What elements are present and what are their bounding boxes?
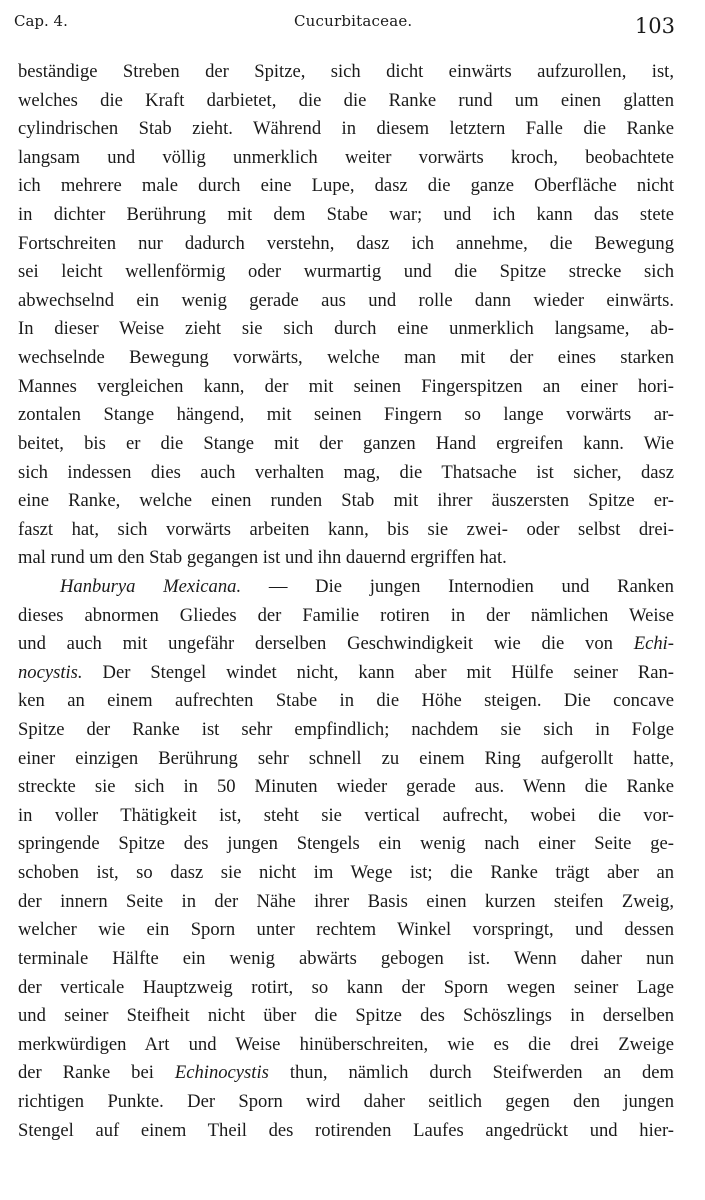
- text-line: merkwürdigen Art und Weise hinüberschreiten, wie es die drei Zweige: [18, 1033, 674, 1055]
- text-line: und auch mit ungefähr derselben Geschwindigkeit wie die von Echi-: [18, 633, 674, 655]
- text-line: schoben ist, so dasz sie nicht im Wege ist; die Ranke trägt aber an: [18, 862, 674, 884]
- text-line: der verticale Hauptzweig rotirt, so kann der Sporn wegen seiner Lage: [18, 976, 674, 998]
- text-line: cylindrischen Stab zieht. Während in diesem letztern Falle die Ranke: [18, 118, 674, 140]
- page-number: 103: [634, 14, 675, 38]
- text-line: in dichter Berührung mit dem Stabe war; und ich kann das stete: [18, 204, 674, 226]
- page-header: [14, 6, 675, 40]
- text-line: Spitze der Ranke ist sehr empfindlich; nachdem sie sich in Folge: [18, 719, 674, 741]
- text-line: beständige Streben der Spitze, sich dicht einwärts aufzurollen, ist,: [18, 61, 674, 82]
- text-line: Fortschreiten nur dadurch verstehn, dasz ich annehme, die Bewegung: [18, 232, 674, 254]
- text-line: sich indessen dies auch verhalten mag, die Thatsache ist sicher, dasz: [18, 461, 674, 483]
- text-line: Mannes vergleichen kann, der mit seinen Fingerspitzen an einer hori-: [18, 375, 674, 397]
- text-line: faszt hat, sich vorwärts arbeiten kann, bis sie zwei- oder selbst drei-: [18, 518, 674, 540]
- body-text: [18, 58, 674, 1145]
- text-line: der Ranke bei Echinocystis thun, nämlich durch Steifwerden an dem: [18, 1062, 674, 1084]
- text-line: abwechselnd ein wenig gerade aus und rolle dann wieder einwärts.: [18, 289, 674, 311]
- text-line: dieses abnormen Gliedes der Familie rotiren in der nämlichen Weise: [18, 604, 674, 626]
- paragraph-start-line: Hanburya Mexicana. — Die jungen Internodien und Ranken: [60, 575, 674, 597]
- text-line: springende Spitze des jungen Stengels ein wenig nach einer Seite ge-: [18, 833, 674, 855]
- genus-name: Echinocystis: [174, 1062, 269, 1084]
- running-title: Cucurbitaceae.: [294, 12, 413, 30]
- text-line: zontalen Stange hängend, mit seinen Fingern so lange vorwärts ar-: [18, 404, 674, 426]
- text-line: der innern Seite in der Nähe ihrer Basis einen kurzen steifen Zweig,: [18, 890, 674, 912]
- text-line: und seiner Steifheit nicht über die Spitze des Schöszlings in derselben: [18, 1005, 674, 1027]
- text-line: langsam und völlig unmerklich weiter vorwärts kroch, beobachtete: [18, 146, 674, 168]
- text-line: sei leicht wellenförmig oder wurmartig und die Spitze strecke sich: [18, 261, 674, 283]
- chapter-label: Cap. 4.: [14, 12, 68, 30]
- text-line: ken an einem aufrechten Stabe in die Höhe steigen. Die concave: [18, 690, 674, 712]
- text-line: nocystis. Der Stengel windet nicht, kann aber mit Hülfe seiner Ran-: [18, 661, 674, 683]
- text-line: mal rund um den Stab gegangen ist und ihn dauernd ergriffen hat.: [18, 547, 507, 569]
- text-line: in voller Thätigkeit ist, steht sie vertical aufrecht, wobei die vor-: [18, 804, 674, 826]
- text-line: terminale Hälfte ein wenig abwärts gebogen ist. Wenn daher nun: [18, 947, 674, 969]
- text-line: welcher wie ein Sporn unter rechtem Winkel vorspringt, und dessen: [18, 919, 674, 941]
- text-line: streckte sie sich in 50 Minuten wieder gerade aus. Wenn die Ranke: [18, 776, 674, 798]
- text-line: Stengel auf einem Theil des rotirenden Laufes angedrückt und hier-: [18, 1119, 674, 1141]
- text-line: welches die Kraft darbietet, die die Ranke rund um einen glatten: [18, 89, 674, 111]
- text-line: einer einzigen Berührung sehr schnell zu einem Ring aufgerollt hatte,: [18, 747, 674, 769]
- species-name: Hanburya Mexicana.: [60, 575, 242, 597]
- text-line: beitet, bis er die Stange mit der ganzen Hand ergreifen kann. Wie: [18, 432, 674, 454]
- genus-name: nocystis.: [18, 661, 83, 683]
- genus-name: Echi-: [633, 633, 674, 655]
- text-line: wechselnde Bewegung vorwärts, welche man mit der eines starken: [18, 347, 674, 369]
- text-line: eine Ranke, welche einen runden Stab mit ihrer äuszersten Spitze er-: [18, 490, 674, 512]
- text-line: In dieser Weise zieht sie sich durch eine unmerklich langsame, ab-: [18, 318, 674, 340]
- text-line: richtigen Punkte. Der Sporn wird daher seitlich gegen den jungen: [18, 1090, 674, 1112]
- text-line: ich mehrere male durch eine Lupe, dasz die ganze Oberfläche nicht: [18, 175, 674, 197]
